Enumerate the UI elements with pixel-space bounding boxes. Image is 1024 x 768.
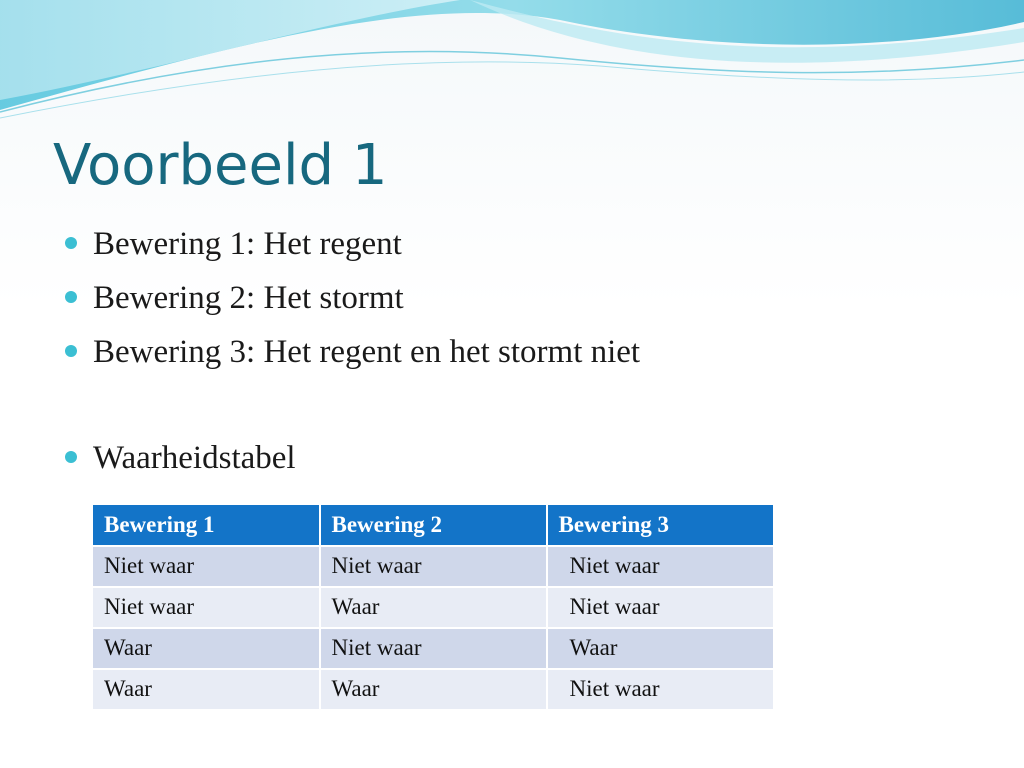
table-cell: Niet waar xyxy=(93,546,320,587)
bullet-item xyxy=(62,222,640,276)
table-cell: Niet waar xyxy=(547,587,774,628)
bullet-dot-icon xyxy=(65,291,77,303)
bullet-dot-icon xyxy=(65,451,77,463)
bullet-dot-icon xyxy=(65,237,77,249)
bullet-list xyxy=(62,222,640,490)
table-header-cell: Bewering 3 xyxy=(547,505,774,546)
bullet-text: Bewering 3: Het regent en het stormt niet xyxy=(93,334,641,370)
bullet-text: Bewering 1: Het regent xyxy=(93,226,402,262)
table-cell: Waar xyxy=(320,587,547,628)
table-cell: Niet waar xyxy=(93,587,320,628)
table-row xyxy=(93,669,774,710)
table-header-cell: Bewering 2 xyxy=(320,505,547,546)
table-cell: Waar xyxy=(547,628,774,669)
bullet-dot-icon xyxy=(65,345,77,357)
table-cell: Niet waar xyxy=(320,628,547,669)
bullet-item xyxy=(62,436,640,490)
table-header-cell: Bewering 1 xyxy=(93,505,320,546)
table-header-row xyxy=(93,505,774,546)
table-row xyxy=(93,546,774,587)
bullet-item xyxy=(62,276,640,330)
table-cell: Niet waar xyxy=(547,546,774,587)
bullet-text: Waarheidstabel xyxy=(93,440,296,476)
bullet-text: Bewering 2: Het stormt xyxy=(93,280,404,316)
table-cell: Waar xyxy=(320,669,547,710)
table-cell: Waar xyxy=(93,669,320,710)
table-row xyxy=(93,628,774,669)
table-cell: Niet waar xyxy=(320,546,547,587)
truth-table xyxy=(92,504,775,711)
bullet-item xyxy=(62,330,640,384)
table-cell: Waar xyxy=(93,628,320,669)
table-row xyxy=(93,587,774,628)
slide-title: Voorbeeld 1 xyxy=(53,133,388,198)
table-cell: Niet waar xyxy=(547,669,774,710)
header-wave-decoration xyxy=(0,0,1024,130)
